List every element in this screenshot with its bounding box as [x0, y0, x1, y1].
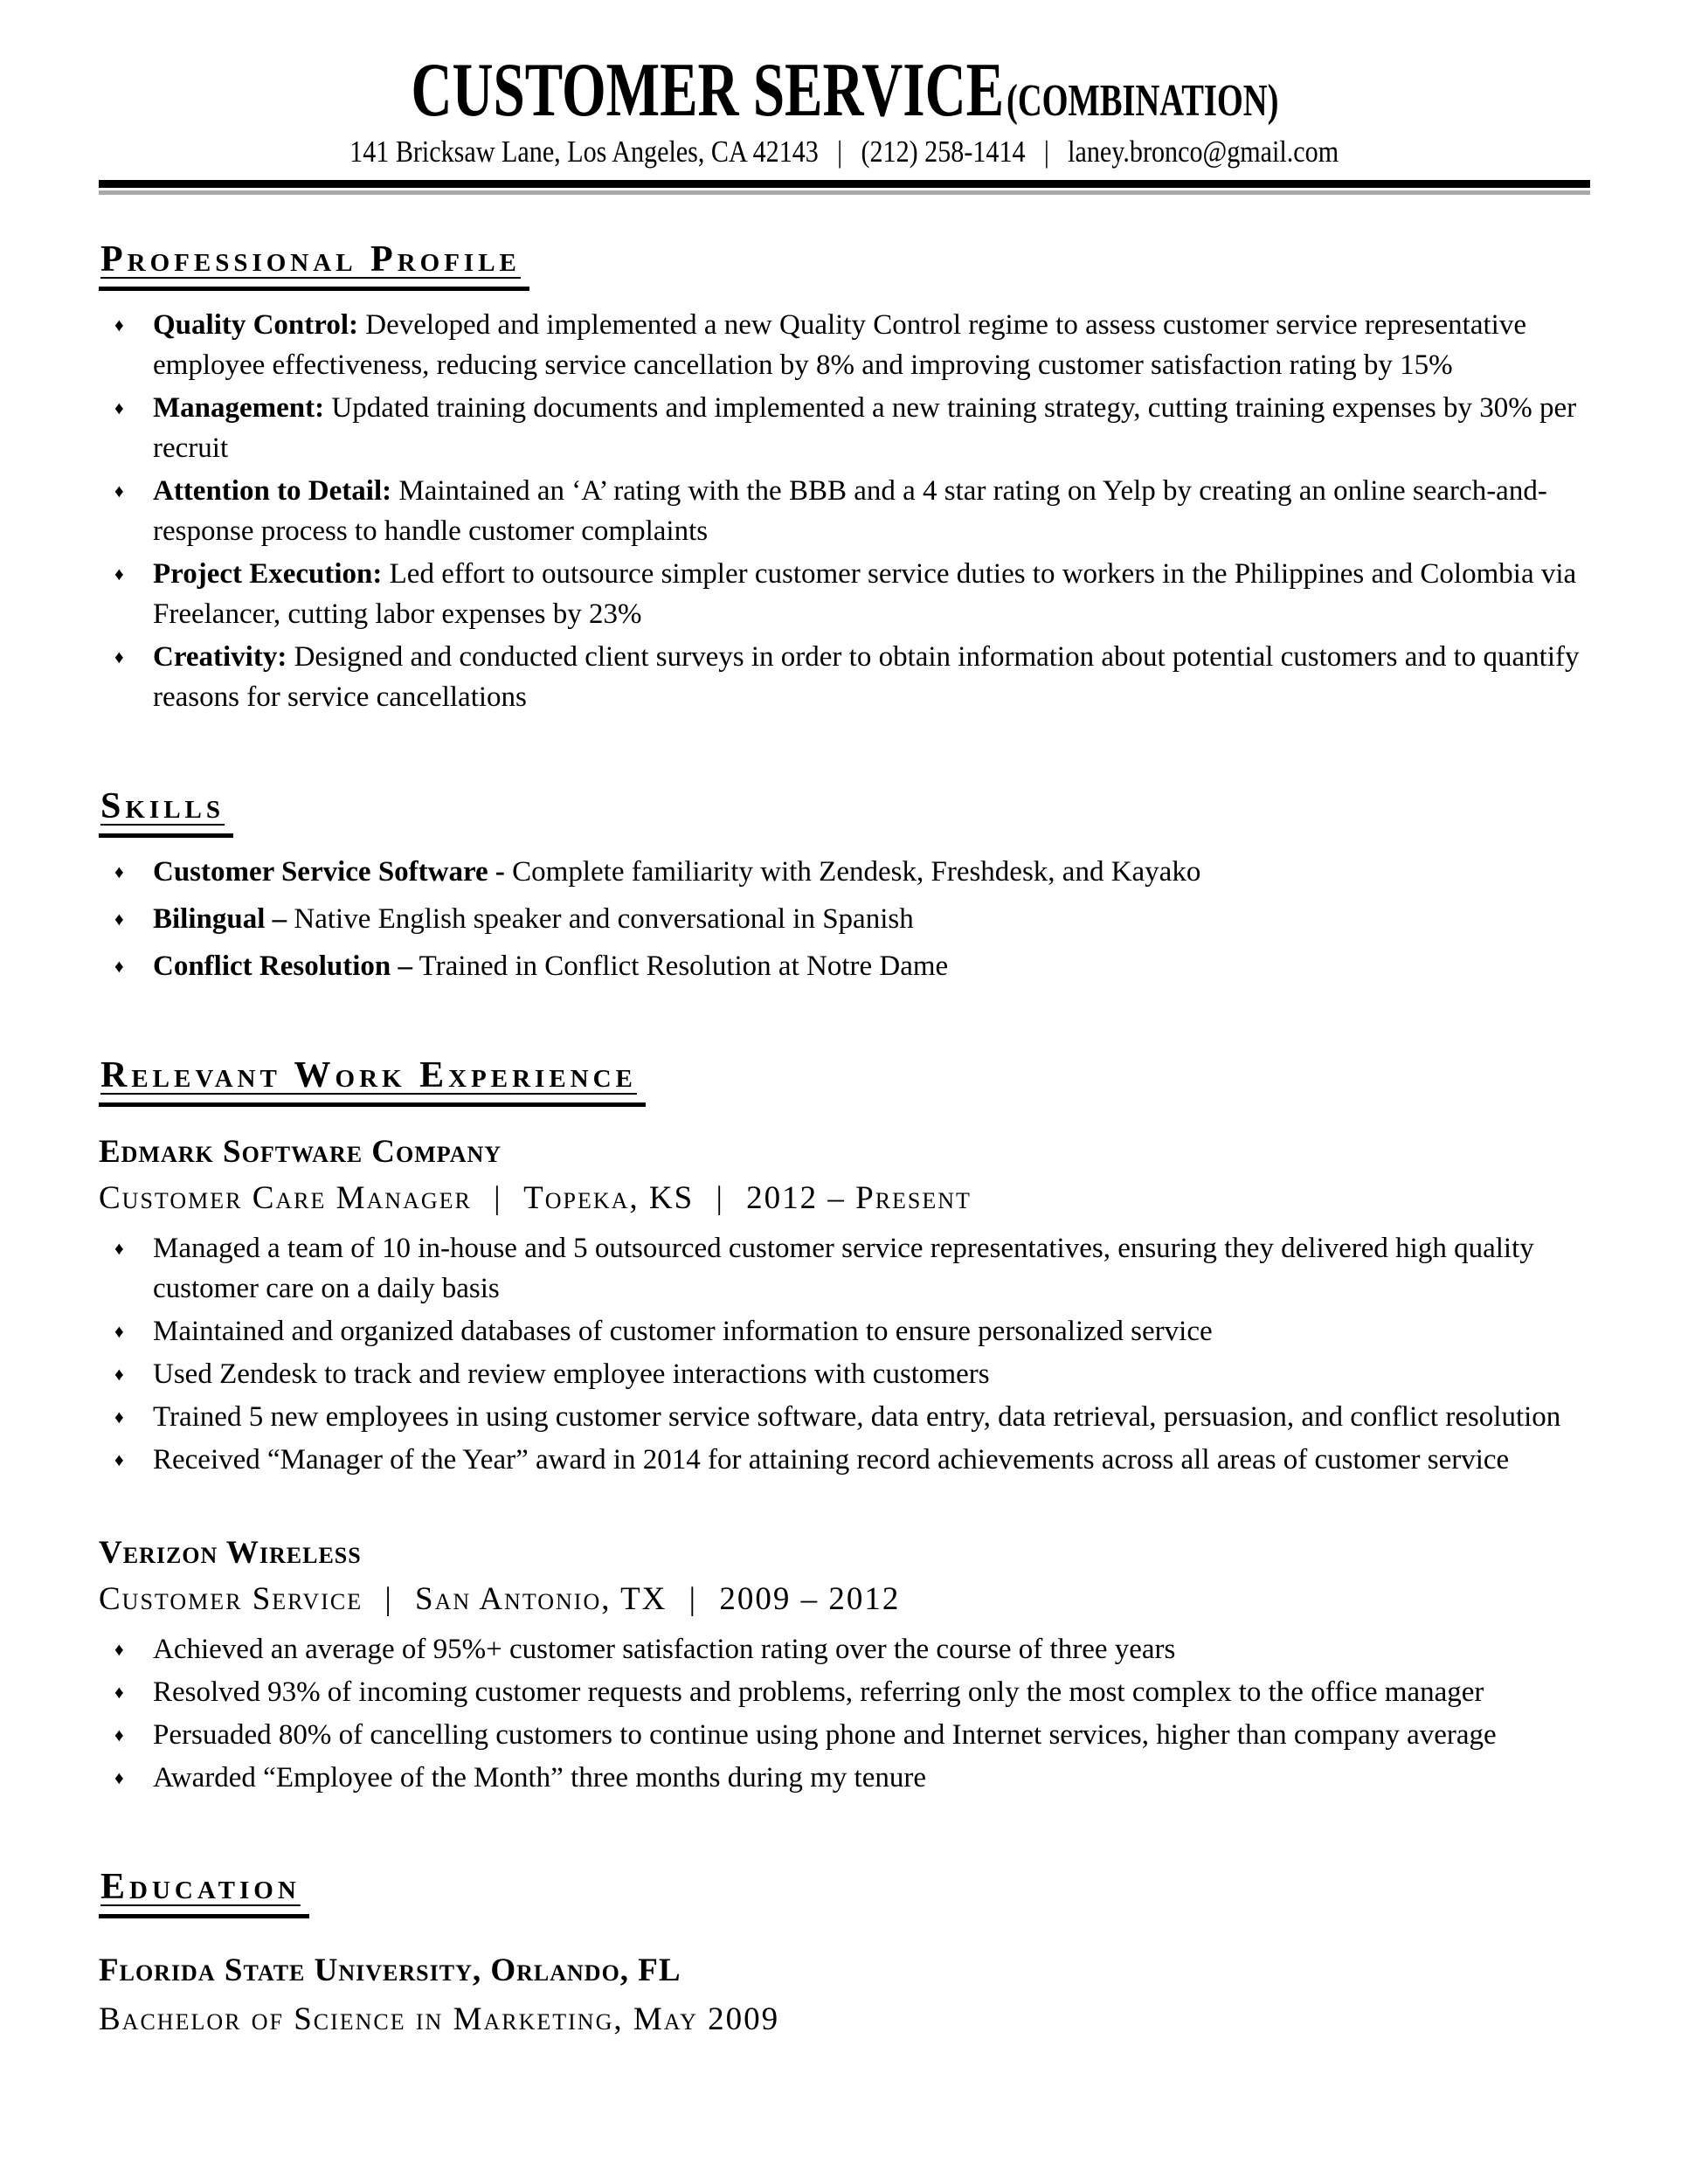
bullet-text: Maintained and organized databases of customer information to ensure personalized service: [153, 1316, 1213, 1348]
bullet-text: Updated training documents and implemented a new training strategy, cutting training expenses by 30% per recruit: [153, 392, 1577, 465]
list-item: [99, 1715, 1590, 1755]
job-bullet-list: [99, 1629, 1590, 1798]
job-title: Customer Care Manager: [99, 1179, 472, 1216]
pipe-separator: |: [688, 1580, 698, 1617]
bullet-label: Creativity:: [153, 641, 287, 674]
bullet-text: Trained in Conflict Resolution at Notre Dame: [419, 950, 949, 983]
company-name: Edmark Software Company: [99, 1134, 502, 1171]
diamond-bullet-icon: ♦: [114, 563, 124, 585]
school-name: Florida State University, Orlando, FL: [99, 1952, 681, 1988]
pipe-separator: |: [494, 1179, 502, 1216]
list-item: [99, 1354, 1590, 1394]
bullet-text: Designed and conducted client surveys in order to obtain information about potential customers and to quantify reasons for service cancellations: [153, 641, 1580, 714]
list-item: [99, 471, 1590, 551]
header-rule-black: [99, 180, 1590, 188]
bullet-text: Received “Manager of the Year” award in 2014 for attaining record achievements across all areas of customer service: [153, 1444, 1510, 1476]
skills-heading: Skills: [99, 785, 233, 838]
job-block-verizon: [99, 1534, 1590, 1798]
diamond-bullet-icon: ♦: [114, 646, 124, 668]
list-item: [99, 305, 1590, 385]
bullet-text: Persuaded 80% of cancelling customers to continue using phone and Internet services, higher than company average: [153, 1718, 1497, 1751]
company-name: Verizon Wireless: [99, 1535, 362, 1572]
header-rule-gray: [99, 190, 1590, 195]
list-item: [99, 1440, 1590, 1480]
bullet-text: Complete familiarity with Zendesk, Freshdesk, and Kayako: [512, 856, 1201, 888]
list-item: [99, 388, 1590, 468]
bullet-text: Trained 5 new employees in using customer service software, data entry, data retrieval, persuasion, and conflict resolution: [153, 1401, 1561, 1434]
diamond-bullet-icon: ♦: [114, 1364, 124, 1386]
title-line: [99, 48, 1590, 133]
job-title-line: [99, 1179, 1590, 1218]
diamond-bullet-icon: ♦: [114, 1449, 124, 1471]
bullet-label: Attention to Detail:: [153, 475, 392, 508]
pipe-separator: |: [716, 1179, 724, 1216]
section-work-experience: [99, 1054, 1590, 1798]
diamond-bullet-icon: ♦: [114, 1406, 124, 1428]
diamond-bullet-icon: ♦: [114, 956, 124, 978]
section-education: [99, 1866, 1590, 2040]
list-item: [99, 1311, 1590, 1351]
pipe-separator: |: [384, 1580, 393, 1617]
section-professional-profile: [99, 238, 1590, 717]
bullet-text: Native English speaker and conversational in Spanish: [294, 903, 914, 936]
bullet-text: Resolved 93% of incoming customer requests and problems, referring only the most complex to the office manager: [153, 1676, 1484, 1708]
bullet-label: Conflict Resolution –: [153, 950, 412, 983]
resume-title-suffix: (COMBINATION): [1006, 76, 1278, 126]
diamond-bullet-icon: ♦: [114, 1766, 124, 1788]
list-item: [99, 899, 1590, 939]
pipe-separator: |: [837, 135, 843, 169]
diamond-bullet-icon: ♦: [114, 909, 124, 930]
list-item: [99, 852, 1590, 892]
diamond-bullet-icon: ♦: [114, 1681, 124, 1703]
diamond-bullet-icon: ♦: [114, 1321, 124, 1343]
job-location: Topeka, KS: [523, 1179, 695, 1216]
job-bullet-list: [99, 1228, 1590, 1480]
bullet-label: Project Execution:: [153, 558, 383, 591]
professional-profile-heading: Professional Profile: [99, 238, 529, 291]
bullet-text: Developed and implemented a new Quality Control regime to assess customer service representative employee effectiveness, reducing service cancellation by 8% and improving customer satisfaction rating by 15%: [153, 309, 1526, 382]
skills-bullet-list: [99, 852, 1590, 986]
education-heading: Education: [99, 1866, 309, 1918]
diamond-bullet-icon: ♦: [114, 1238, 124, 1260]
diamond-bullet-icon: ♦: [114, 1724, 124, 1745]
job-location: San Antonio, TX: [415, 1580, 668, 1617]
bullet-text: Awarded “Employee of the Month” three months during my tenure: [153, 1761, 926, 1794]
diamond-bullet-icon: ♦: [114, 314, 124, 336]
list-item: [99, 946, 1590, 986]
list-item: [99, 1629, 1590, 1669]
diamond-bullet-icon: ♦: [114, 397, 124, 419]
list-item: [99, 1672, 1590, 1712]
bullet-label: Quality Control:: [153, 309, 358, 342]
contact-line: [99, 135, 1590, 169]
profile-bullet-list: [99, 305, 1590, 717]
list-item: [99, 1397, 1590, 1437]
bullet-label: Customer Service Software -: [153, 856, 505, 888]
work-experience-heading: Relevant Work Experience: [99, 1054, 646, 1107]
diamond-bullet-icon: ♦: [114, 1638, 124, 1660]
diamond-bullet-icon: ♦: [114, 480, 124, 502]
bullet-text: Achieved an average of 95%+ customer satisfaction rating over the course of three years: [153, 1633, 1176, 1665]
pipe-separator: |: [1044, 135, 1050, 169]
bullet-text: Led effort to outsource simpler customer service duties to workers in the Philippines and Colombia via Freelancer, cutting labor expenses by 23%: [153, 558, 1577, 631]
phone-text: (212) 258-1414: [861, 135, 1026, 169]
job-dates: 2009 – 2012: [719, 1580, 901, 1617]
bullet-label: Management:: [153, 392, 325, 425]
bullet-text: Managed a team of 10 in-house and 5 outsourced customer service representatives, ensuring they delivered high quality customer care on a daily basis: [153, 1233, 1534, 1305]
resume-title: CUSTOMER SERVICE: [411, 48, 1004, 133]
list-item: [99, 1228, 1590, 1309]
bullet-label: Bilingual –: [153, 903, 287, 936]
section-skills: [99, 785, 1590, 986]
resume-header: [99, 48, 1590, 195]
bullet-text: Used Zendesk to track and review employee interactions with customers: [153, 1358, 990, 1391]
job-dates: 2012 – Present: [746, 1179, 972, 1216]
job-block-edmark: [99, 1133, 1590, 1480]
list-item: [99, 637, 1590, 717]
bullet-text: Maintained an ‘A’ rating with the BBB and a 4 star rating on Yelp by creating an online search-and-response process to handle customer complaints: [153, 475, 1547, 548]
address-text: 141 Bricksaw Lane, Los Angeles, CA 42143: [349, 135, 820, 169]
job-title-line: [99, 1580, 1590, 1619]
job-title: Customer Service: [99, 1580, 363, 1617]
degree-line: Bachelor of Science in Marketing, May 2009: [99, 2001, 780, 2038]
list-item: [99, 554, 1590, 634]
email-text: laney.bronco@gmail.com: [1068, 135, 1339, 169]
list-item: [99, 1758, 1590, 1798]
diamond-bullet-icon: ♦: [114, 861, 124, 883]
